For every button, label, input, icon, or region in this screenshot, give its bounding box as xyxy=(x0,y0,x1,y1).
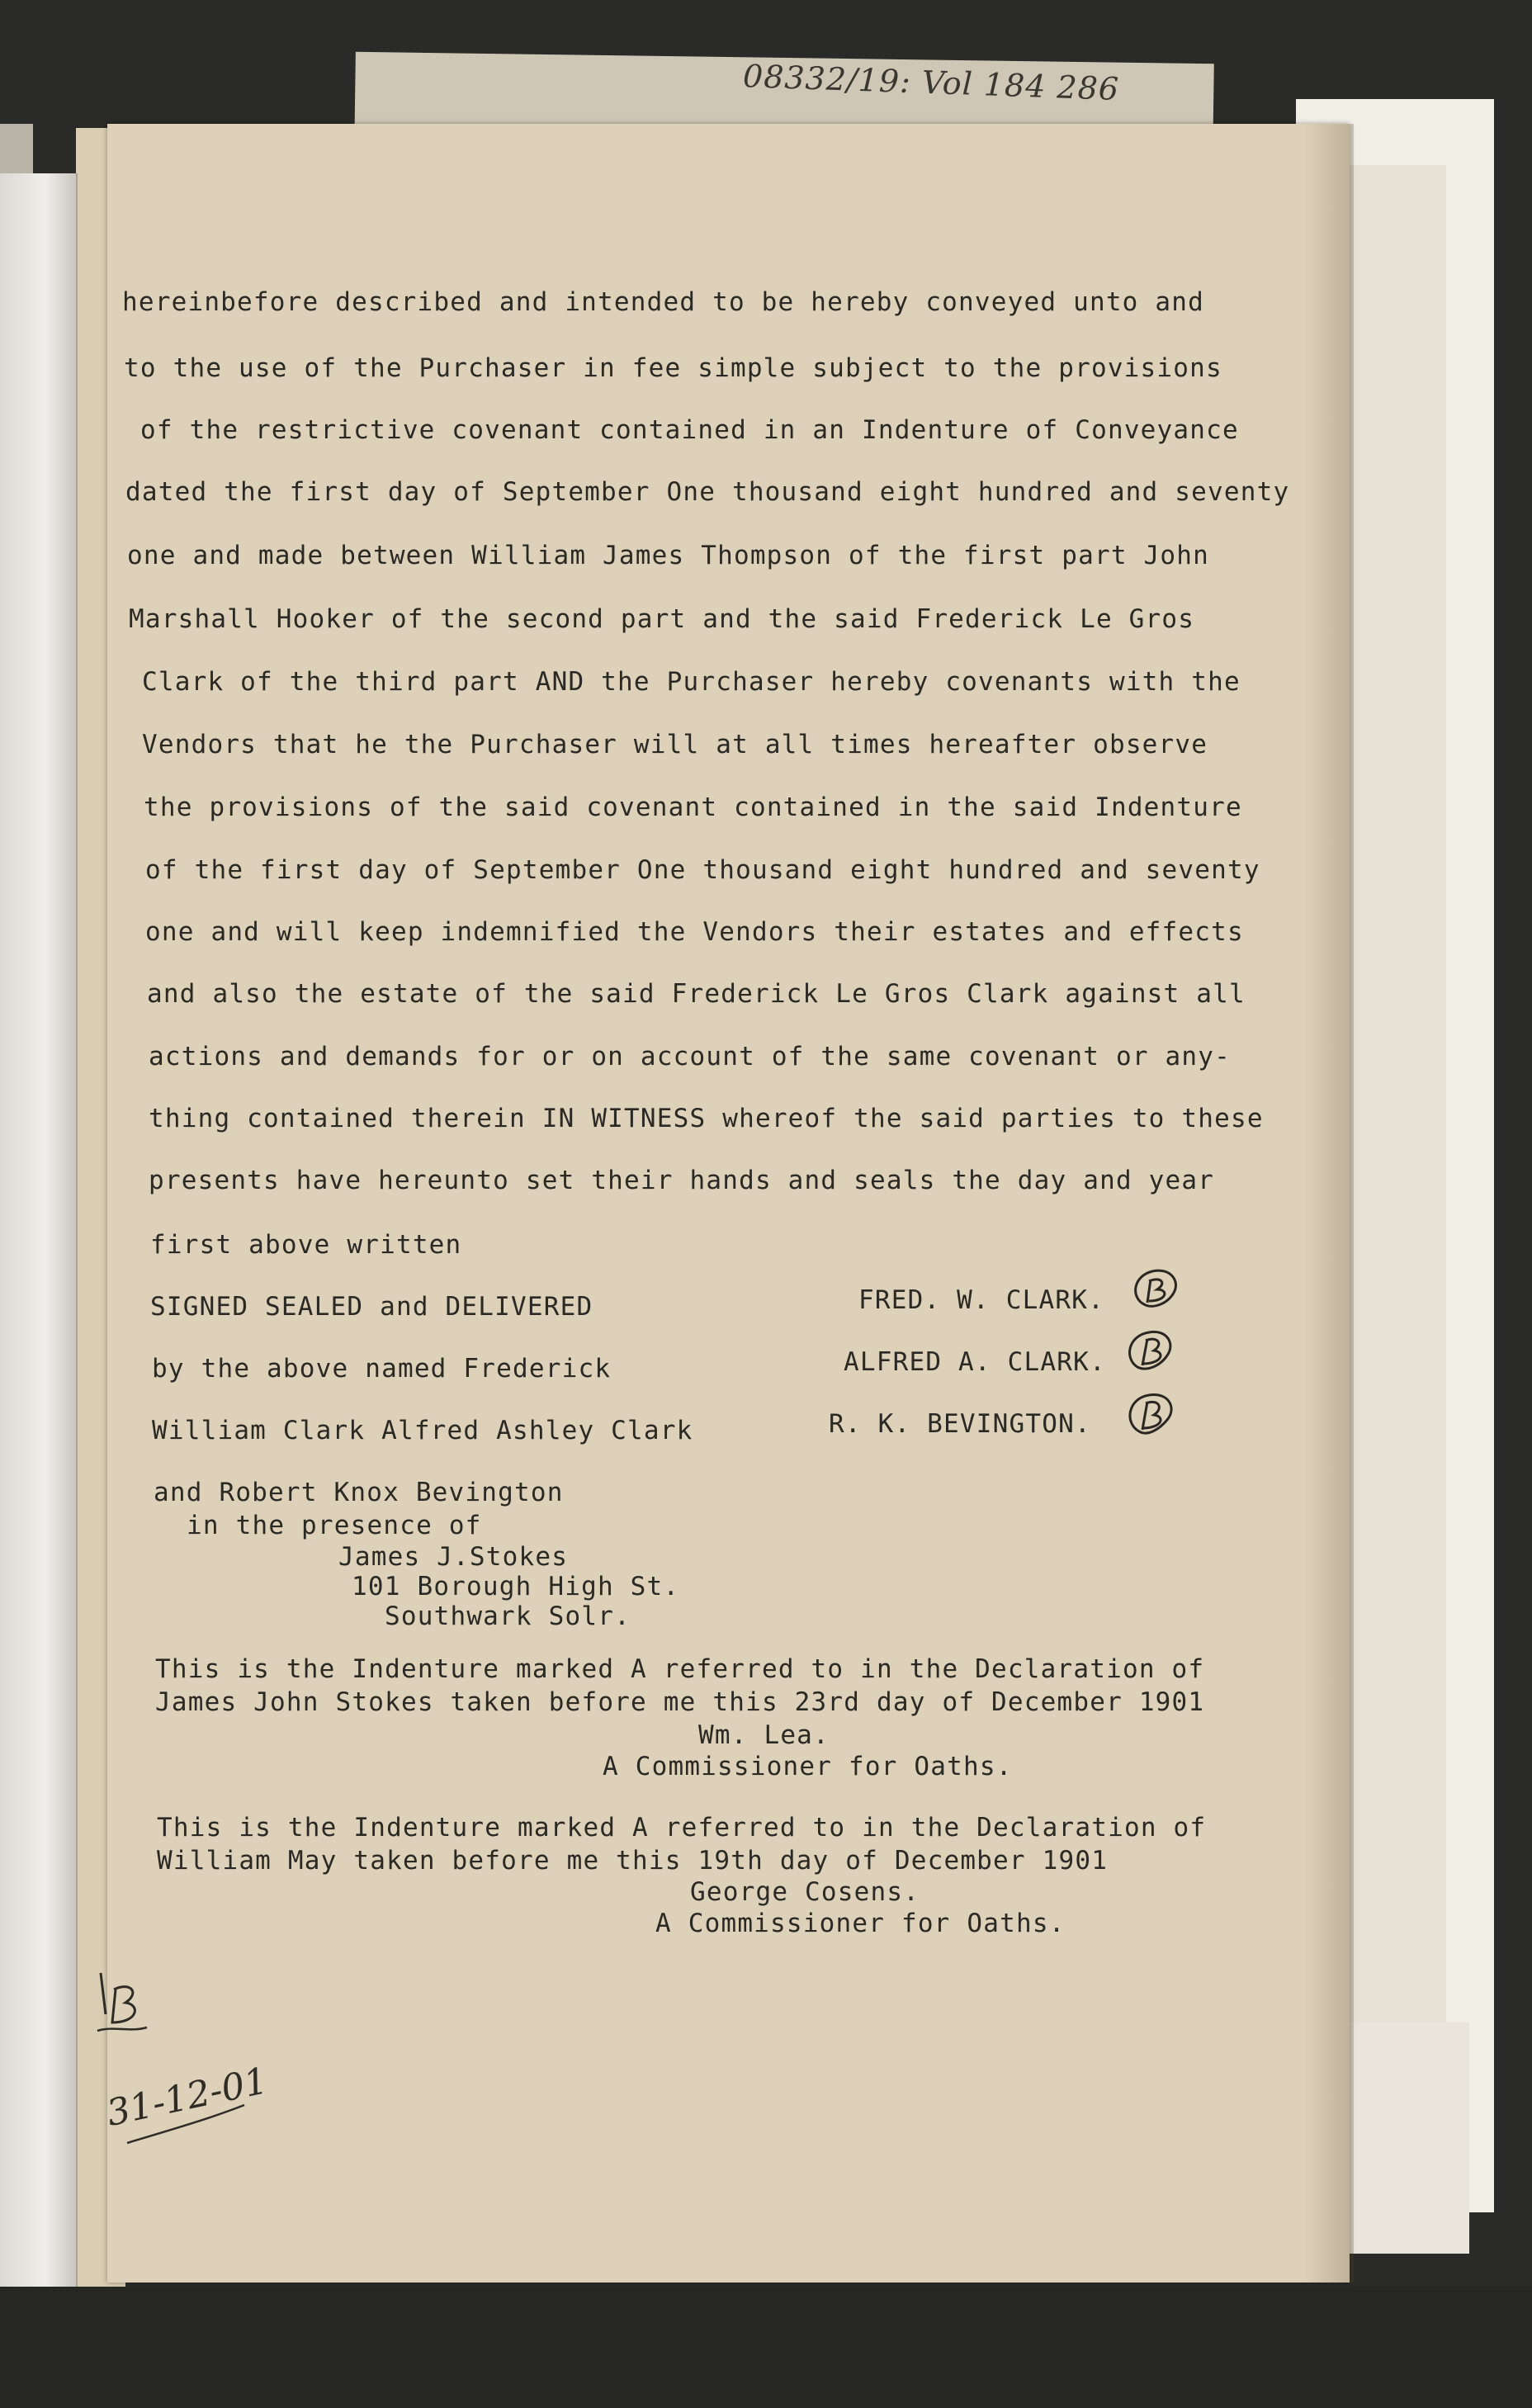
body-line: first above written xyxy=(150,1230,462,1260)
witness-title: Southwark Solr. xyxy=(385,1601,631,1631)
declaration-line: This is the Indenture marked A referred to in the Declaration of xyxy=(155,1654,1205,1684)
commissioner-name: George Cosens. xyxy=(690,1877,920,1907)
signatory-name: R. K. BEVINGTON. xyxy=(829,1409,1091,1439)
commissioner-name: Wm. Lea. xyxy=(698,1720,830,1750)
commissioner-title: A Commissioner for Oaths. xyxy=(603,1752,1013,1781)
body-line: thing contained therein IN WITNESS whereof the said parties to these xyxy=(149,1104,1264,1133)
seal-initial-icon xyxy=(1123,1326,1180,1377)
body-line: hereinbefore described and intended to be hereby conveyed unto and xyxy=(122,287,1204,317)
signatory-name: ALFRED A. CLARK. xyxy=(844,1347,1106,1377)
margin-underline-icon xyxy=(124,2093,248,2151)
body-line: of the first day of September One thousand eight hundred and seventy xyxy=(145,855,1260,885)
attestation-line: William Clark Alfred Ashley Clark xyxy=(152,1416,693,1445)
declaration-line: This is the Indenture marked A referred to in the Declaration of xyxy=(157,1813,1207,1843)
attestation-line: by the above named Frederick xyxy=(152,1354,612,1384)
file-reference: 08332/19: Vol 184 286 xyxy=(742,58,1120,107)
body-line: Clark of the third part AND the Purchaser hereby covenants with the xyxy=(142,667,1241,697)
body-line: and also the estate of the said Frederick Le Gros Clark against all xyxy=(147,979,1246,1009)
body-line: presents have hereunto set their hands and seals the day and year xyxy=(149,1166,1215,1195)
witness-address: 101 Borough High St. xyxy=(352,1572,680,1601)
body-line: of the restrictive covenant contained in an Indenture of Conveyance xyxy=(140,415,1239,445)
signatory-name: FRED. W. CLARK. xyxy=(858,1285,1104,1315)
attestation-line: SIGNED SEALED and DELIVERED xyxy=(150,1292,593,1322)
body-line: one and made between William James Thompson of the first part John xyxy=(127,541,1209,570)
body-line: dated the first day of September One thousand eight hundred and seventy xyxy=(125,477,1290,507)
declaration-line: James John Stokes taken before me this 23rd day of December 1901 xyxy=(155,1687,1205,1717)
declaration-line: William May taken before me this 19th day of December 1901 xyxy=(157,1846,1109,1876)
body-line: to the use of the Purchaser in fee simple subject to the provisions xyxy=(124,353,1222,383)
commissioner-title: A Commissioner for Oaths. xyxy=(655,1909,1066,1938)
indenture-page xyxy=(107,124,1350,2283)
body-line: actions and demands for or on account of the same covenant or any- xyxy=(149,1042,1231,1072)
body-line: Vendors that he the Purchaser will at all times hereafter observe xyxy=(142,730,1208,759)
margin-initials-icon xyxy=(89,1956,155,2047)
page-shadow xyxy=(1304,124,1354,2283)
attestation-line: and Robert Knox Bevington xyxy=(154,1478,564,1507)
seal-initial-icon xyxy=(1128,1265,1185,1316)
body-line: Marshall Hooker of the second part and the said Frederick Le Gros xyxy=(129,604,1195,634)
left-white-page xyxy=(0,173,78,2287)
attestation-line: in the presence of xyxy=(187,1511,482,1540)
background-dark xyxy=(0,2287,1532,2408)
witness-name: James J.Stokes xyxy=(338,1542,569,1572)
seal-initial-icon xyxy=(1123,1389,1180,1440)
margin-date: 31-12-01 xyxy=(102,2060,272,2135)
body-line: one and will keep indemnified the Vendors their estates and effects xyxy=(145,917,1244,947)
body-line: the provisions of the said covenant contained in the said Indenture xyxy=(144,792,1242,822)
